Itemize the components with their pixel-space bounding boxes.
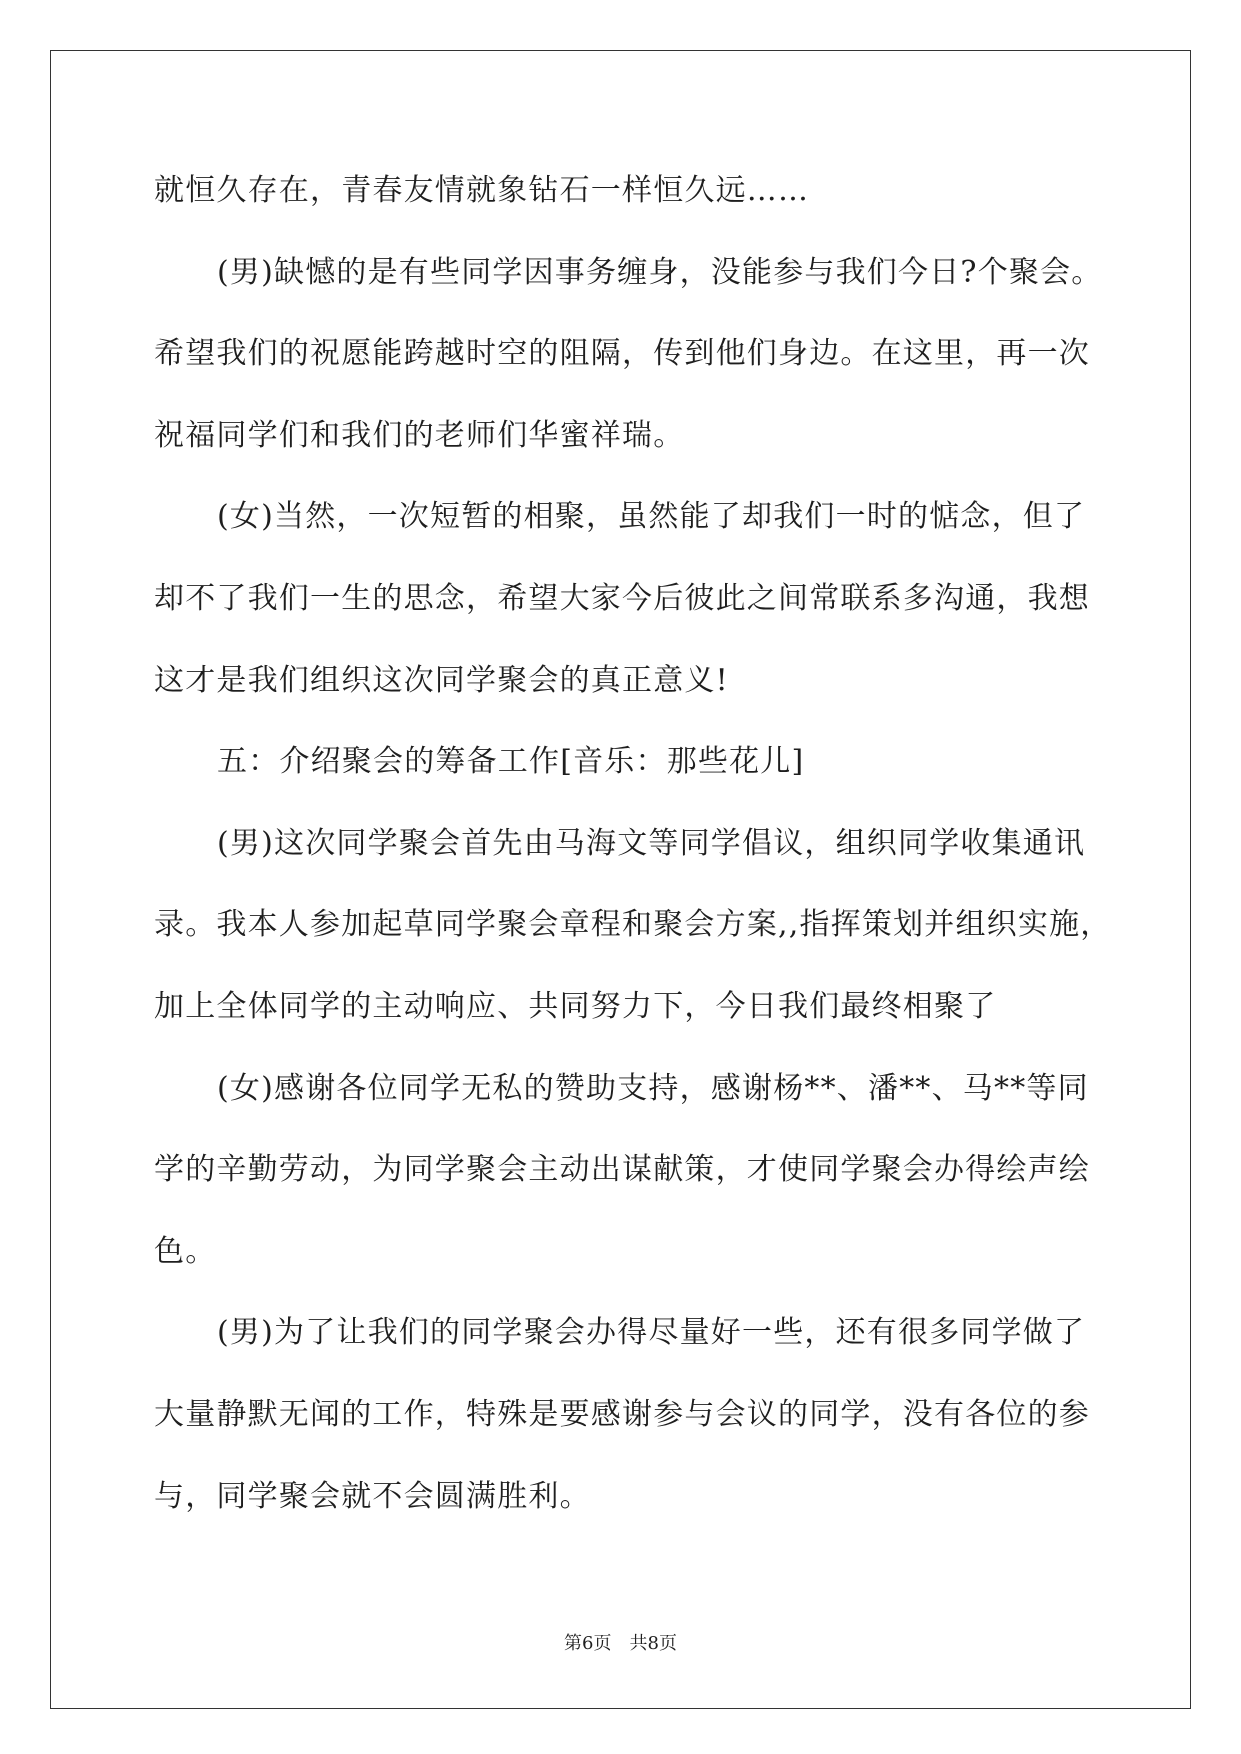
paragraph-line: 大量静默无闻的工作，特殊是要感谢参与会议的同学，没有各位的参 xyxy=(154,1396,1090,1432)
paragraph-line: 就恒久存在，青春友情就象钻石一样恒久远…… xyxy=(154,173,810,208)
paragraph-line: 录。我本人参加起草同学聚会章程和聚会方案,,指挥策划并组织实施， xyxy=(154,907,1112,943)
paragraph-line: (女)感谢各位同学无私的赞助支持，感谢杨**、潘**、马**等同 xyxy=(217,1070,1089,1106)
paragraph-line: 色。 xyxy=(154,1233,217,1269)
paragraph-line: (男)这次同学聚会首先由马海文等同学倡议，组织同学收集通讯 xyxy=(217,825,1086,861)
paragraph-line: (女)当然，一次短暂的相聚，虽然能了却我们一时的惦念，但了 xyxy=(217,499,1086,535)
paragraph-line: 祝福同学们和我们的老师们华蜜祥瑞。 xyxy=(154,417,685,453)
page-total: 共8页 xyxy=(629,1633,677,1654)
paragraph-line: 与，同学聚会就不会圆满胜利。 xyxy=(154,1478,591,1514)
paragraph-line: 希望我们的祝愿能跨越时空的阻隔，传到他们身边。在这里，再一次 xyxy=(154,336,1090,372)
paragraph-line: (男)为了让我们的同学聚会办得尽量好一些，还有很多同学做了 xyxy=(217,1315,1086,1351)
section-heading: 五：介绍聚会的筹备工作[音乐：那些花儿] xyxy=(217,744,805,780)
page-number: 第6页 xyxy=(564,1633,612,1654)
document-body xyxy=(154,150,1144,1537)
paragraph-line: 却不了我们一生的思念，希望大家今后彼此之间常联系多沟通，我想 xyxy=(154,580,1090,616)
page-footer xyxy=(0,1630,1241,1658)
paragraph-line: 加上全体同学的主动响应、共同努力下，今日我们最终相聚了 xyxy=(154,988,997,1024)
paragraph-line: (男)缺憾的是有些同学因事务缠身，没能参与我们今日?个聚会。 xyxy=(217,254,1103,290)
paragraph-line: 这才是我们组织这次同学聚会的真正意义! xyxy=(154,662,729,698)
paragraph-line: 学的辛勤劳动，为同学聚会主动出谋献策，才使同学聚会办得绘声绘 xyxy=(154,1152,1090,1188)
